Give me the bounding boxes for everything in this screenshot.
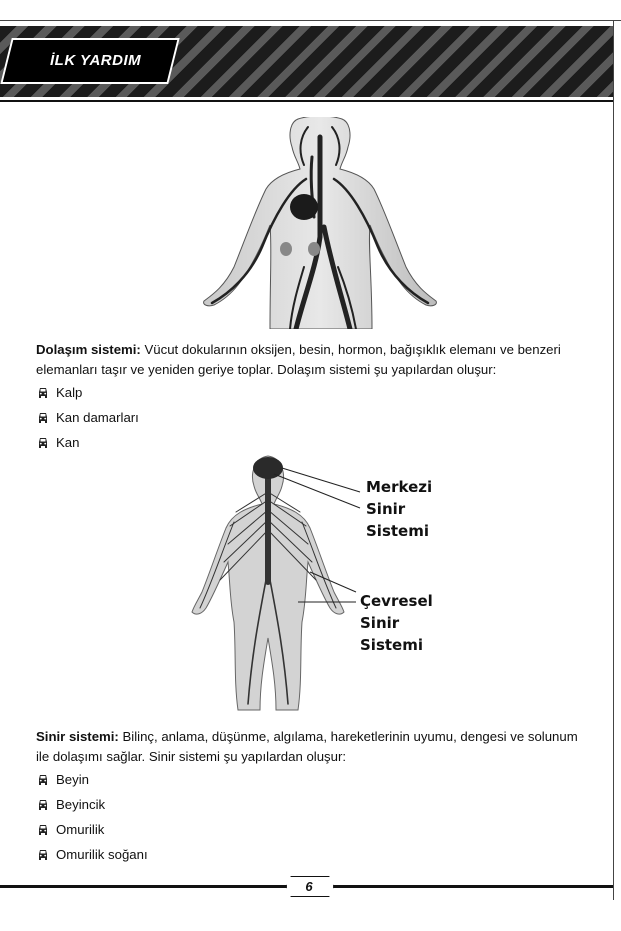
list-item [38, 767, 148, 792]
list-item-label: Beyincik [56, 797, 106, 812]
heart-shape [290, 194, 318, 220]
header-rule [0, 100, 613, 102]
list-item [38, 817, 148, 842]
list-item-label: Kan damarları [56, 410, 139, 425]
nervous-text: Bilinç, anlama, düşünme, algılama, hareketlerinin uyumu, dengesi ve solunum ile dolaşımı sağlar. Sinir sistemi şu yapılardan oluşur: [36, 729, 578, 764]
peripheral-nervous-label: Çevresel Sinir Sistemi [360, 592, 433, 654]
nervous-paragraph [36, 727, 582, 767]
central-nervous-label: Merkezi Sinir Sistemi [366, 478, 433, 540]
car-icon [38, 774, 48, 785]
list-item-label: Omurilik [56, 822, 105, 837]
nervous-list [38, 767, 148, 867]
list-item [38, 405, 139, 430]
car-icon [38, 849, 48, 860]
circulation-lead: Dolaşım sistemi: [36, 342, 141, 357]
list-item [38, 430, 139, 455]
list-item-label: Beyin [56, 772, 89, 787]
page-number: 6 [305, 879, 313, 894]
page-frame-top [0, 20, 621, 21]
circulatory-system-illustration [200, 117, 440, 329]
list-item-label: Omurilik soğanı [56, 847, 148, 862]
list-item [38, 842, 148, 867]
car-icon [38, 824, 48, 835]
car-icon [38, 412, 48, 423]
circulation-list [38, 380, 139, 455]
list-item [38, 380, 139, 405]
list-item-label: Kan [56, 435, 80, 450]
page-frame-right [613, 20, 614, 900]
car-icon [38, 799, 48, 810]
car-icon [38, 437, 48, 448]
circulation-text: Vücut dokularının oksijen, besin, hormon, bağışıklık elemanı ve benzeri elemanları taşır ve yeniden geriye toplar. Dolaşım sistemi şu yapılardan oluşur: [36, 342, 561, 377]
list-item-label: Kalp [56, 385, 83, 400]
nervous-lead: Sinir sistemi: [36, 729, 119, 744]
circulation-paragraph [36, 340, 582, 380]
list-item [38, 792, 148, 817]
page-title: İLK YARDIM [50, 52, 142, 69]
car-icon [38, 387, 48, 398]
